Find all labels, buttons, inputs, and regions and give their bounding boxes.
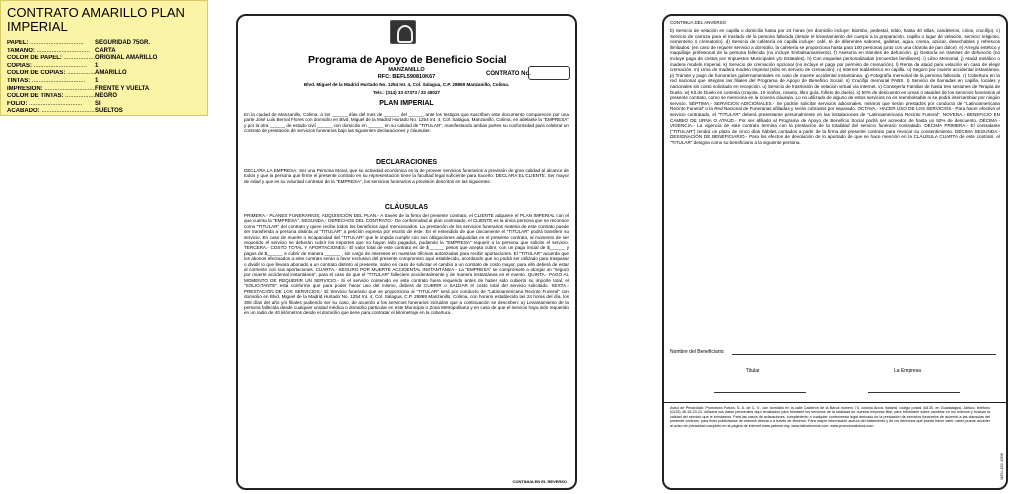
titular-signature-line[interactable] — [714, 392, 806, 393]
clauses-heading: CLÁUSULAS — [384, 204, 429, 211]
continued-header: CONTINUA DEL ANVERSO — [670, 20, 727, 25]
spec-value: FRENTE Y VUELTA — [95, 85, 150, 92]
spec-value: SUELTOS — [95, 108, 123, 115]
spec-value: NEGRO — [95, 93, 118, 100]
clauses-paragraph: PRIMERA.- PLANES FUNERARIOS, ADQUISICIÓN DEL PLAN.- A través de la firma del presente contrato, el CLIENTE adquiere el PLAN IMPERIAL con el que cuenta la "EMPRESA". SEGUNDA.- DERECHOS DEL CONTRATO.- De conformidad al plan contratado, el CLIENTE es la única persona que se reconoce como "TITULAR" del contrato y quien recibe todos los beneficios aquí mencionados. La prestación de los servicios funerarios materia de este contrato puede ser transferida a persona distinta al "TITULAR" a petición expresa por escrito de éste. En el entendido de que únicamente el "TITULAR" podrá transferir su servicio. En caso de muerte o incapacidad del "TITULAR" que le impida cumplir con sus obligaciones adquiridas en el presente contrato, al momento de ser requerido el servicio se deberán cubrir los importes que no hayan sido pagados, pudiendo la "EMPRESA" requerir a la persona que solicite el servicio. TERCERA.- COSTO TOTAL Y APORTACIONES.- El valor total de este contrato es de $______ pesos que acepta cubrir, con un pago inicial de $______ y pagos de $______ a cubrir de manera ______ , sin cargo de intereses en nuestras oficinas autorizadas para recibir aportaciones. El "TITULAR" acuerda que los abonos efectuados a este contrato serán a favor exclusivo del presente compromiso aquí establecido, acordando que no podrá ser utilizado para traspasar o dividir lo que llevara abonado a un contrato distinto al presente, salvo en caso de solicitar el cambio a un contrato de costo mayor, para ello deberá de estar al corriente con sus aportaciones. CUARTA.- SEGURO POR MUERTE ACCIDENTAL INSTANTÁNEA.- La "EMPRESA" se compromete a otorgar un "seguro por muerte accidental instantánea", para el caso de que el "TITULAR" falleciere accidentalmente y de manera instantánea en el evento. QUINTA.- PAGO AL MOMENTO DE REQUERIR UN SERVICIO.- Si el servicio contenido en este contrato fuera requerido antes de haber sido cubierto su importe total, el "SOLICITANTE" está conforme que para poder hacer uso del mismo, deberá de CUBRIR o SALDAR el costo total del servicio solicitado. SEXTA.- PRESTACIÓN DE LOS SERVICIOS.- El Servicio funerario que se proporciona al "TITULAR" será por conducto de "Latinoamericana Recinto Funeral" con domicilio en Blvd. Miguel de la Madrid Hurtado No. 1254 Int. 4, Col. Salagua, C.P. 28869 Manzanillo, Colima, con horario establecido las 24 horas del día, los 365 días del año y/o filiales pudiendo ser su caso, de acuerdo a los servicios funerarios incluidos que a continuación se describen: a) Levantamiento de la persona fallecida desde cualquier unidad médica o domicilio particular en este Municipio o Zona Metropolitana y en caso de que el servicio haya sido requerido en un radio de 40 kilómetros desde el domicilio que tiene para contratar el kilometraje en la cobertura. — [244, 213, 569, 316]
beneficiary-label: Nombre del Beneficiario: — [670, 349, 725, 355]
spec-label: COPIAS: ..... — [7, 63, 95, 71]
spec-list — [7, 40, 201, 116]
spec-label: TINTAS: ..... — [7, 78, 95, 86]
company-signature-line[interactable] — [868, 392, 960, 393]
program-title: Programa de Apoyo de Beneficio Social — [308, 54, 507, 66]
spec-value: SI — [95, 100, 101, 107]
spec-row — [7, 70, 201, 78]
titular-label: Titular — [746, 368, 760, 374]
spec-label: TAMAÑO: ..... — [7, 48, 95, 56]
continued-note: CONTINUA EN EL REVERSO — [512, 479, 567, 484]
spec-row — [7, 55, 201, 63]
spec-row — [7, 93, 201, 101]
privacy-notice: Aviso de Privacidad: Promotora Futura, S. A. de C. V., con domicilio en la calle Calderón de la Barca número 74, colonia Arcos Vallarta, código postal 44130, en Guadalajara, Jalisco, teléfono (0133) 36-15-33-23, utilizará sus datos personales aquí recabados para brindarle los servicios de la totalidad de nuestra empresa filial; para informarle sobre cambios en los mismos y evaluar la calidad del servicio que le brindamos. Para las casos de aclaraciones, cumplimiento o cualquier controversia legal derivado de la prestación de servicios funerarios de acuerdo a las cláusulas del presente contrato; para fines publicitarios de manera directa o a través de terceros. Para mayor información acerca del tratamiento y de los derechos que puede hacer valer, usted puede acceder al aviso de privacidad completo en la página de internet www.pabsmr.org; www.latinofuneral.com; www.promotorafutura.com. — [670, 406, 990, 428]
form-code: MZN-152-1909 — [999, 453, 1004, 480]
spec-row — [7, 63, 201, 71]
spec-label: PAPEL: ..... — [7, 40, 95, 48]
spec-card — [0, 0, 208, 116]
back-clauses-paragraph: b) Servicio de velación en capilla o domicilio hasta por 24 horas (en domicilio incluye: Biombo, pedestal, toldo, hasta 40 sillas, candeleros, cirios, crucifijo). c) Servicio de carroza para el traslado de la persona fallecida (desde el levantamiento del cuerpo a la preparación, capilla o lugar de velación, servicio religioso, cementerio o crematorio). d) Servicio de cafetería en capilla incluye: café, té de diferentes sabores, galletas, agua, crema, azúcar, desechables y refrescos ilimitados. (en caso de requerir servicio a domicilio, la cafetería se proporciona hasta para 100 personas junto con una charola de pan dulce). e) Arreglo estético y maquillaje profesional de la persona fallecida (no incluye Embalsamamiento). f) Asesoría en trámites de defunción. g) Gestoría en trámites de defunción (no incluye pago de costos por Impuestos Municipales y/o Estatales). h) Con esquelas personalizadas (recuerdos familiares). i) Libro Memorial. j) Ataúd metálico o madera modelo Imperial. k) Servicio de cremación opcional (no incluye el pago por permiso de cremación). l) Renta de ataúd para velación en caso de elegir cremación. m) Urna de madera modelo Imperial (sólo en servicio de cremación). n) Internet Inalámbrico en capilla. o) Seguro por muerte accidental instantánea. p) Trámite y pago de honorarios gubernamentales en caso de muerte accidental instantánea. q) Fotografía memorial de la persona fallecida. r) Cobertura en la red nacional que integran las filiales del Programa de Apoyo de Beneficio Social. s) Crucifijo memorial PABS. t) Servicio de llamadas en capilla, locales y nacionales sin costo solicitado en recepción. u) Servicio de trasmisión de velación virtual vía internet. v) Consejería Familiar de hasta tres sesiones de Terapia de Duelo. w) Kit de Duelo en cortesía (crayola, 10 moños, rosario, libro guía, folleto de duelo). x) 50% de descuento en urnas o ataúdes de los servicios funerarios al presente contrato, como se menciona en la novena cláusula. Lo no utilizado de alguno de estos servicios no es reembolsable ni se podrá intercambiar por ningún servicio. SÉPTIMA.- SERVICIOS ADICIONALES.- Se podrán solicitar servicios adicionales, mismos que serán prestados por conducto de "Latinoamericana Recinto Funeral" o la Red Nacional de Funerarias afiliadas y serán cobrados por separado. OCTAVA.- HACER USO DE LOS SERVICIOS.- Para hacer efectivo el servicio contratado, el "TITULAR" deberá presentarse personalmente en las instalaciones de "Latinoamericana Recinto Funeral". NOVENA.- BENEFICIO EN CAMBIO DE URNA O ATAÚD.- Por ser afiliado al Programa de Apoyo de Beneficio Social podrá ser acreedor de hasta un 50% de descuento. DÉCIMA.- VIGENCIA.- La vigencia de este contrato termina con la prestación de la totalidad del servicio funerario contratado. DÉCIMA PRIMERA.- El contratante ("TITULAR") tendrá un plazo de cinco días hábiles contados a partir de la firma del presente contrato para revocar su consentimiento. DÉCIMA SEGUNDA.- DESIGNACIÓN DE BENEFICIARIO.- Para los efectos de devolución de lo aportado de que se hace mención en la CLÁUSULA CUARTA de este contrato, el "TITULAR" designa como su beneficiario a la siguiente persona. — [670, 28, 1000, 145]
spec-label: FOLIO: ..... — [7, 101, 95, 109]
divider — [664, 402, 1006, 403]
spec-value: ORIGINAL AMARILLO — [95, 55, 158, 62]
spec-row — [7, 101, 201, 109]
spec-row — [7, 86, 201, 94]
spec-label: COLOR DE COPIAS: ..... — [7, 70, 95, 78]
spec-card-title: CONTRATO AMARILLO PLAN IMPERIAL — [7, 5, 185, 34]
company-label: La Empresa — [894, 368, 921, 374]
spec-row — [7, 40, 201, 48]
spec-row — [7, 108, 201, 116]
spec-label: IMPRESIÓN: ..... — [7, 86, 95, 94]
spec-label: COLOR DE TINTAS: ..... — [7, 93, 95, 101]
spec-row — [7, 48, 201, 56]
spec-value: SEGURIDAD 75GR. — [95, 40, 151, 46]
address-text: Blvd. Miguel de la Madrid Hurtado No. 1254 Int. 4, Col. Salagua, C.P. 28869 Manzanillo, Colima. — [303, 82, 510, 87]
pabs-logo-icon — [390, 20, 416, 44]
intro-paragraph: En la ciudad de Manzanillo, Colima, a los ______ días del mes de ______ del ______ ante los testigos que suscriben este documento comparecen por una parte José Luis Bernal Flores con domicilio en Blvd. Miguel de la Madrid Hurtado No. 1254 Int. 4, Col. Salagua, Manzanillo, Colima, en adelante la "EMPRESA" y por la otra ______ de estado civil ______ con domicilio en ______ en su calidad de "TITULAR", manifestando ambas partes su conformidad para celebrar un contrato de prestación de servicios funerarios bajo las siguientes declaraciones y cláusulas: — [244, 112, 569, 134]
plan-title: PLAN IMPERIAL — [379, 100, 434, 107]
contract-number-label: CONTRATO No. — [486, 71, 531, 77]
contract-front-page — [236, 14, 577, 490]
beneficiary-field[interactable] — [732, 354, 996, 355]
rfc-text: RFC: BEFL590810K67 — [377, 74, 436, 80]
city-name: MANZANILLO — [388, 67, 425, 73]
declarations-heading: DECLARACIONES — [375, 159, 438, 166]
spec-row — [7, 78, 201, 86]
spec-label: ACABADO: ..... — [7, 108, 95, 116]
spec-value: 1 — [95, 77, 99, 84]
phones-text: Tels.: (314) 33 47373 / 33 48027 — [372, 90, 441, 95]
spec-value: AMARILLO — [95, 70, 127, 77]
spec-value: CARTA — [95, 47, 116, 54]
spec-value: 1 — [95, 62, 99, 69]
spec-label: COLOR DE PAPEL: ..... — [7, 55, 95, 63]
contract-back-page — [662, 14, 1008, 490]
contract-number-field[interactable] — [528, 66, 570, 80]
declarations-paragraph: DECLARA LA EMPRESA: Ser una Persona Moral, que su actividad económica es la de proveer servicios funerarios a previsión de gran calidad al alcance de todos y que la persona que firme el presente contrato en su representación tiene la facultad legal suficiente para hacerlo. DECLARA EL CLIENTE: Ser mayor de edad y que es su voluntad contratar de la "EMPRESA", los servicios funerarios a previsión descritos en las siguientes: — [244, 168, 569, 184]
